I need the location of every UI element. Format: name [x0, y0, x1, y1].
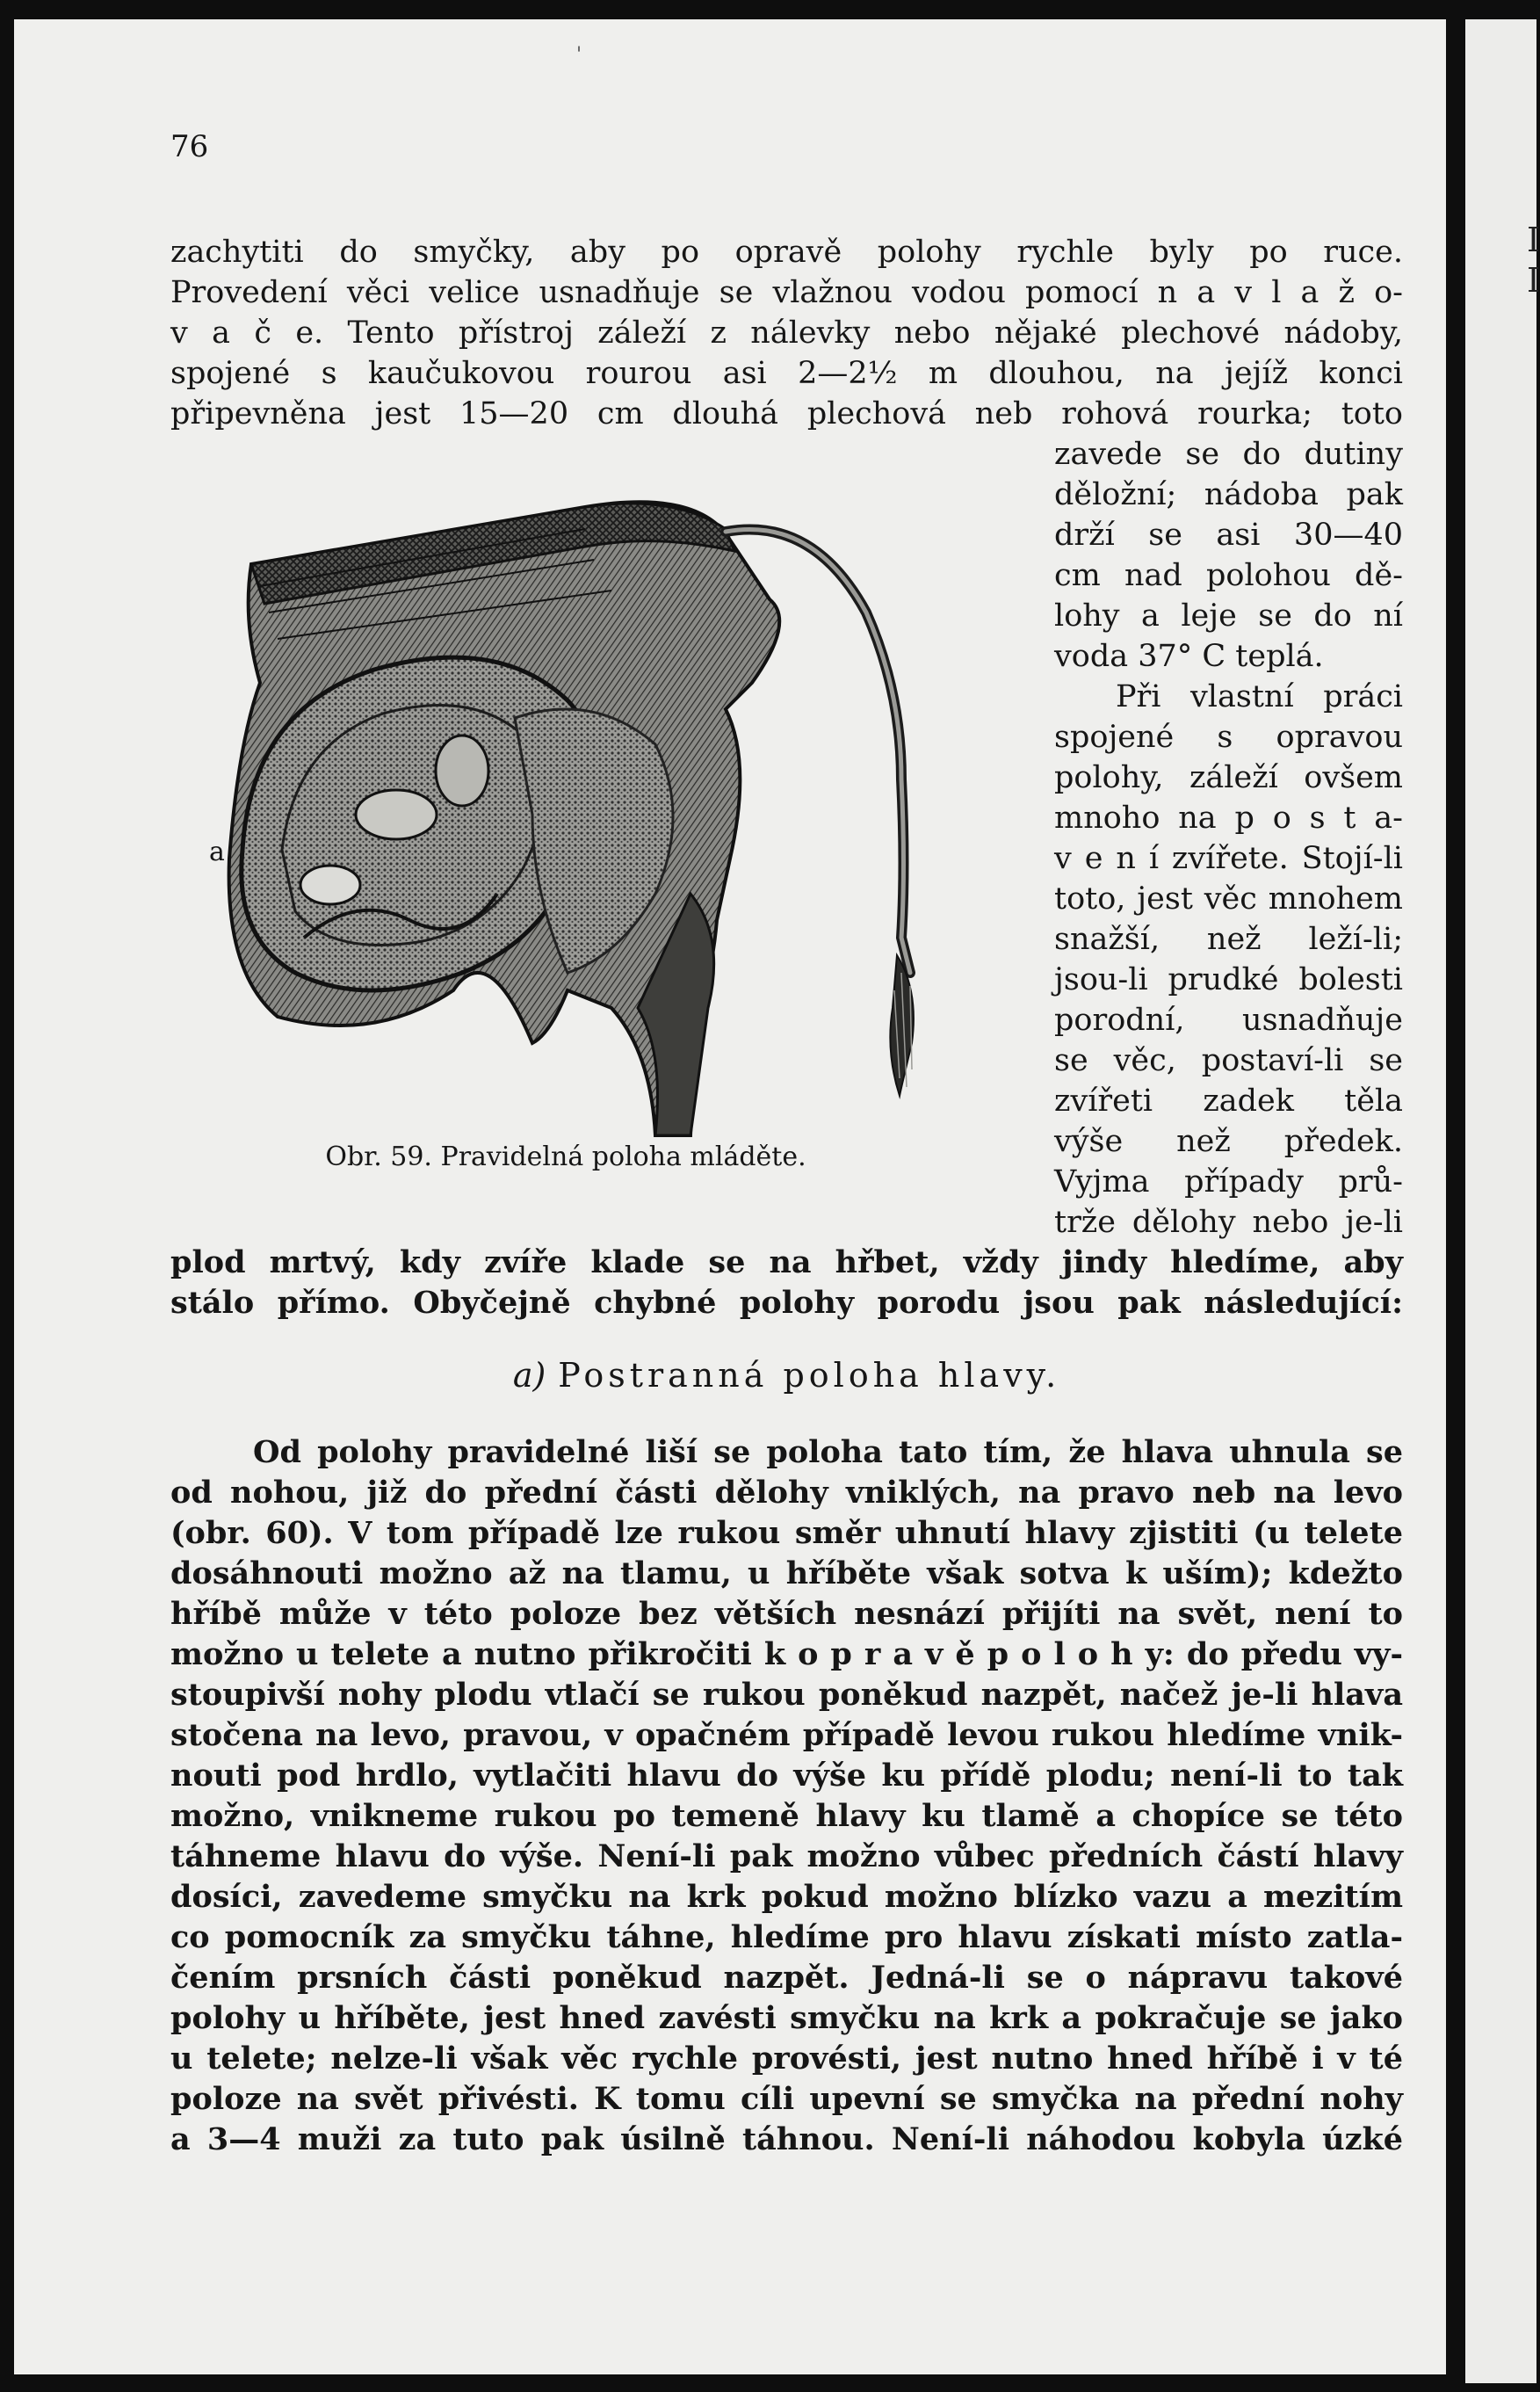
side-line-18: výše než předek. — [1054, 1124, 1403, 1159]
side-line-9: polohy, záleží ovšem — [1054, 760, 1403, 795]
side-line-3: drží se asi 30—40 — [1054, 518, 1403, 553]
text-line-bottom-12: dosíci, zavedeme smyčku na krk pokud možno blízko vazu a mezitím — [170, 1879, 1403, 1915]
side-line-16: se věc, postaví-li se — [1054, 1043, 1403, 1078]
section-marker: a) — [512, 1356, 546, 1395]
side-line-2: děložní; nádoba pak — [1054, 477, 1403, 512]
text-line-top-1: zachytiti do smyčky, aby po opravě polohy rychle byly po ruce. — [170, 235, 1403, 270]
adjacent-page-edge — [1465, 19, 1540, 2383]
figure-label-letter: a — [209, 837, 225, 867]
text-line-bottom-4: dosáhnouti možno až na tlamu, u hříběte však sotva k uším); kdežto — [170, 1555, 1403, 1591]
text-line-after-1: plod mrtvý, kdy zvíře klade se na hřbet, vždy jindy hledíme, aby — [170, 1244, 1403, 1280]
adjacent-page-fragment-2: I — [1527, 261, 1540, 300]
side-line-4: cm nad polohou dě- — [1054, 558, 1403, 593]
side-line-10: mnoho na p o s t a- — [1054, 801, 1403, 836]
text-line-bottom-2: od nohou, již do přední části dělohy vniklých, na pravo neb na levo — [170, 1475, 1403, 1511]
text-line-bottom-6: možno u telete a nutno přikročiti k o p r a v ě p o l o h y: do předu vy- — [170, 1636, 1403, 1672]
text-line-bottom-10: možno, vnikneme rukou po temeně hlavy ku tlamě a chopíce se této — [170, 1798, 1403, 1834]
text-line-bottom-13: co pomocník za smyčku táhne, hledíme pro hlavu získati místo zatla- — [170, 1919, 1403, 1955]
side-line-6: voda 37° C teplá. — [1054, 639, 1324, 674]
side-line-13: snažší, než leží-li; — [1054, 922, 1403, 957]
side-line-5: lohy a leje se do ní — [1054, 598, 1403, 634]
text-line-bottom-7: stoupivší nohy plodu vtlačí se rukou poněkud nazpět, načež je-li hlava — [170, 1677, 1403, 1713]
page-speck: ' — [576, 44, 582, 66]
text-line-bottom-16: u telete; nelze-li však věc rychle provésti, jest nutno hned hříbě i v té — [170, 2040, 1403, 2077]
side-line-7: Při vlastní práci — [1116, 679, 1403, 714]
text-line-top-5: připevněna jest 15—20 cm dlouhá plechová neb rohová rourka; toto — [170, 396, 1403, 431]
text-line-bottom-9: nouti pod hrdlo, vytlačiti hlavu do výše ku přídě plodu; není-li to tak — [170, 1758, 1403, 1794]
side-line-11: v e n í zvířete. Stojí-li — [1054, 841, 1403, 876]
side-line-12: toto, jest věc mnohem — [1054, 881, 1403, 917]
figure-caption: Obr. 59. Pravidelná poloha mláděte. — [325, 1142, 806, 1172]
adjacent-page-fragment-1: I — [1527, 221, 1540, 259]
text-line-top-4: spojené s kaučukovou rourou asi 2—2½ m dlouhou, na jejíž konci — [170, 356, 1403, 391]
side-line-8: spojené s opravou — [1054, 720, 1403, 755]
side-line-17: zvířeti zadek těla — [1054, 1084, 1403, 1119]
side-line-19: Vyjma případy prů- — [1054, 1164, 1403, 1200]
text-line-bottom-17: poloze na svět přivésti. K tomu cíli upevní se smyčka na přední nohy — [170, 2081, 1403, 2117]
text-line-bottom-8: stočena na levo, pravou, v opačném případě levou rukou hledíme vnik- — [170, 1717, 1403, 1753]
book-page — [14, 19, 1446, 2374]
text-line-top-2: Provedení věci velice usnadňuje se vlažnou vodou pomocí n a v l a ž o- — [170, 275, 1403, 310]
text-line-after-2: stálo přímo. Obyčejně chybné polohy porodu jsou pak následující: — [170, 1285, 1403, 1321]
side-line-1: zavede se do dutiny — [1054, 437, 1403, 472]
figure-illustration — [199, 481, 1016, 1149]
text-line-bottom-3: (obr. 60). V tom případě lze rukou směr uhnutí hlavy zjistiti (u telete — [170, 1515, 1403, 1551]
side-line-20: trže dělohy nebo je-li — [1054, 1205, 1403, 1240]
side-line-14: jsou-li prudké bolesti — [1054, 962, 1403, 997]
section-heading — [170, 1353, 1403, 1397]
text-line-bottom-15: polohy u hříběte, jest hned zavésti smyčku na krk a pokračuje se jako — [170, 2000, 1403, 2036]
side-line-15: porodní, usnadňuje — [1054, 1003, 1403, 1038]
text-line-bottom-18: a 3—4 muži za tuto pak úsilně táhnou. Není-li náhodou kobyla úzké — [170, 2121, 1403, 2157]
text-line-bottom-11: táhneme hlavu do výše. Není-li pak možno vůbec předních částí hlavy — [170, 1838, 1403, 1874]
text-line-bottom-1: Od polohy pravidelné liší se poloha tato tím, že hlava uhnula se — [253, 1434, 1403, 1470]
section-title: Postranná poloha hlavy. — [558, 1356, 1061, 1395]
text-line-top-3: v a č e. Tento přístroj záleží z nálevky nebo nějaké plechové nádoby, — [170, 315, 1403, 351]
text-line-bottom-5: hříbě může v této poloze bez větších nesnází přijíti na svět, není to — [170, 1596, 1403, 1632]
page-number: 76 — [170, 129, 209, 164]
text-line-bottom-14: čením prsních části poněkud nazpět. Jedná-li se o nápravu takové — [170, 1960, 1403, 1996]
